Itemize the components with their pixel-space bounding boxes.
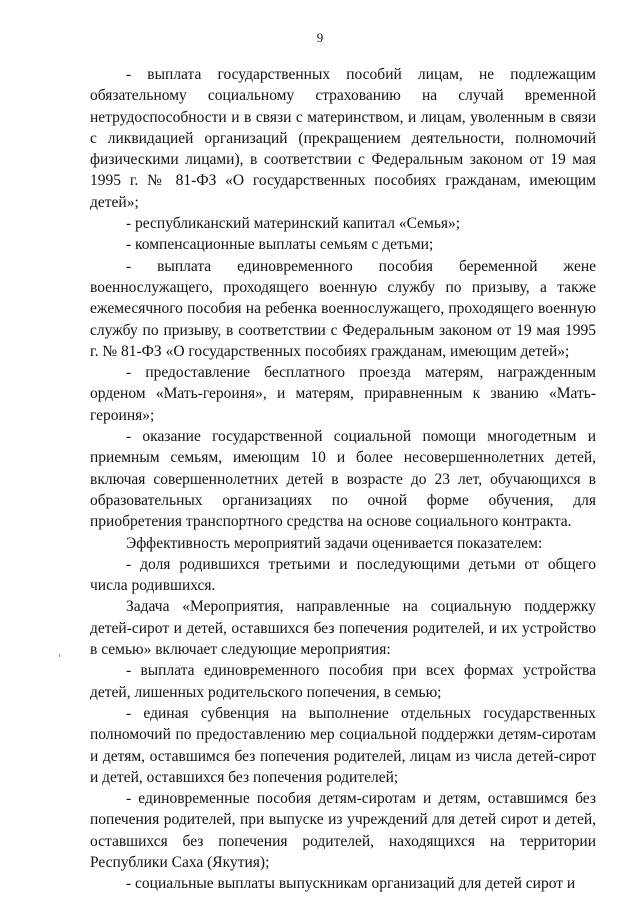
page-number: 9: [316, 30, 324, 45]
paragraph-1: - выплата государственных пособий лицам, не подлежащим обязательному социальному страхованию на случай временной нетрудоспособности и в связи с материнством, и лицам, уволенным в связи с ликвидацией организаций (прекращением деятельности, полномочий физическими лицами), в соответствии с Федеральным законом от 19 мая 1995 г. № 81-ФЗ «О государственных пособиях гражданам, имеющим детей»;: [90, 66, 596, 211]
paragraph-8: - доля родившихся третьими и последующими детьми от общего числа родившихся.: [90, 555, 596, 595]
paragraph-4: - выплата единовременного пособия беременной жене военнослужащего, проходящего военную службу по призыву, а также ежемесячного пособия на ребенка военнослужащего, проходящего военную службу по призыву, в соответствии с Федеральным законом от 19 мая 1995 г. № 81-ФЗ «О государственных пособиях гражданам, имеющим детей»;: [90, 257, 596, 360]
paragraph-6: - оказание государственной социальной помощи многодетным и приемным семьям, имеющим 10 и более несовершеннолетних детей, включая совершеннолетних детей в возрасте до 23 лет, обучающихся в образовательных организациях по очной форме обучения, для приобретения транспортного средства на основе социального контракта.: [90, 428, 596, 531]
margin-mark: [59, 654, 60, 657]
document-body: [90, 64, 596, 895]
paragraph-7: Эффективность мероприятий задачи оценивается показателем:: [126, 534, 543, 552]
paragraph-13: - социальные выплаты выпускникам организаций для детей сирот и: [126, 875, 576, 893]
paragraph-5: - предоставление бесплатного проезда матерям, награжденным орденом «Мать-героиня», и матерям, приравненным к званию «Мать-героиня»;: [90, 364, 596, 424]
paragraph-3: - компенсационные выплаты семьям с детьми;: [126, 236, 434, 254]
paragraph-2: - республиканский материнский капитал «Семья»;: [126, 215, 461, 233]
paragraph-9: Задача «Мероприятия, направленные на социальную поддержку детей-сирот и детей, оставшихся без попечения родителей, и их устройство в семью» включает следующие мероприятия:: [90, 598, 596, 659]
paragraph-10: - выплата единовременного пособия при всех формах устройства детей, лишенных родительского попечения, в семью;: [90, 662, 596, 701]
paragraph-12: - единовременные пособия детям-сиротам и детям, оставшимся без попечения родителей, при выпуске из учреждений для детей сирот и детей, оставшихся без попечения родителей, находящихся на территории Республики Саха (Якутия);: [90, 790, 596, 871]
paragraph-11: - единая субвенция на выполнение отдельных государственных полномочий по предоставлению мер социальной поддержки детям-сиротам и детям, оставшимся без попечения родителей, лицам из числа детей-сирот и детей, оставшихся без попечения родителей;: [90, 704, 596, 786]
